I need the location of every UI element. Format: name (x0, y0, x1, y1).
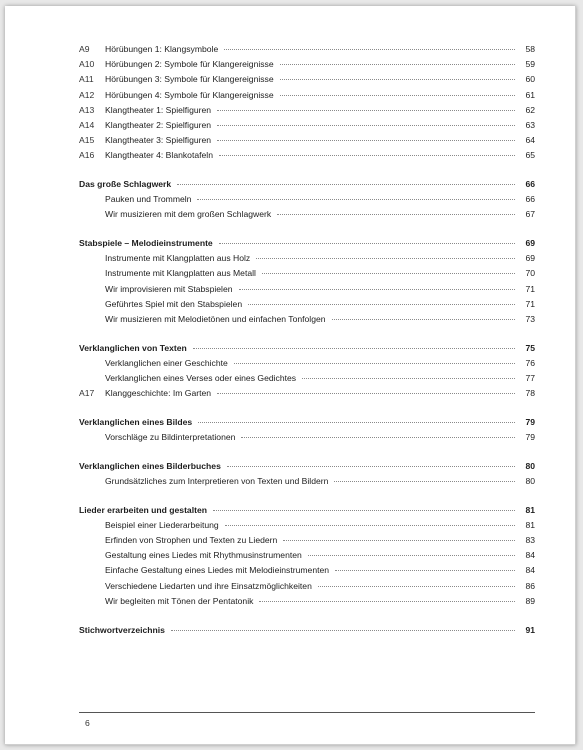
toc-entry[interactable] (79, 518, 535, 533)
toc-chapter-bild[interactable] (79, 415, 535, 430)
toc-entry[interactable] (79, 563, 535, 578)
toc-entry[interactable] (79, 266, 535, 281)
dot-leader (241, 437, 515, 438)
chapter-page: 80 (525, 460, 535, 471)
dot-leader (171, 630, 515, 631)
entry-title: Beispiel einer Liederarbeitung (105, 519, 219, 530)
entry-page: 63 (525, 119, 535, 130)
entry-title: Hörübungen 2: Symbole für Klangereignisse (105, 59, 274, 70)
chapter-title: Verklanglichen von Texten (79, 342, 187, 353)
entry-title: Verschiedene Liedarten und ihre Einsatzmöglichkeiten (105, 580, 312, 591)
entry-code: A13 (79, 104, 95, 115)
entry-page: 89 (525, 595, 535, 606)
dot-leader (280, 79, 515, 80)
dot-leader (332, 319, 515, 320)
dot-leader (219, 155, 515, 156)
dot-leader (280, 95, 515, 96)
toc-chapter-stichwort[interactable] (79, 623, 535, 638)
toc-entry[interactable] (79, 282, 535, 297)
footer-rule (79, 712, 535, 713)
dot-leader (256, 258, 515, 259)
dot-leader (262, 273, 515, 274)
entry-title: Vorschläge zu Bildinterpretationen (105, 432, 236, 443)
entry-page: 80 (525, 476, 535, 486)
chapter-title: Verklanglichen eines Bildes (79, 416, 193, 427)
entry-title: Klangtheater 1: Spielfiguren (105, 104, 212, 115)
entry-code: A14 (79, 119, 95, 130)
entry-page: 58 (525, 44, 535, 54)
chapter-page: 91 (525, 624, 535, 635)
entry-title: Klanggeschichte: Im Garten (105, 388, 212, 399)
entry-title: Wir improvisieren mit Stabspielen (105, 283, 233, 294)
dot-leader (302, 378, 515, 379)
entry-title: Hörübungen 4: Symbole für Klangereignisse (105, 89, 274, 100)
entry-code: A10 (79, 59, 95, 70)
section-spacer (79, 489, 535, 503)
entry-title: Geführtes Spiel mit den Stabspielen (105, 298, 243, 309)
entry-title: Klangtheater 3: Spielfiguren (105, 135, 212, 146)
toc-entry-a14[interactable] (79, 118, 535, 133)
entry-title: Instrumente mit Klangplatten aus Holz (105, 253, 251, 264)
dot-leader (193, 348, 515, 349)
toc-entry-a10[interactable] (79, 57, 535, 72)
dot-leader (335, 570, 515, 571)
toc-entry[interactable] (79, 594, 535, 609)
entry-page: 79 (525, 432, 535, 443)
entry-title: Erfinden von Strophen und Texten zu Liedern (105, 535, 278, 546)
dot-leader (217, 110, 515, 111)
toc-entry-a17[interactable] (79, 386, 535, 401)
dot-leader (283, 540, 515, 541)
dot-leader (224, 49, 515, 50)
toc-chapter-stabspiele[interactable] (79, 236, 535, 251)
entry-page: 59 (525, 59, 535, 70)
page-number: 6 (85, 718, 90, 728)
toc-entry-a9[interactable] (79, 42, 535, 57)
chapter-page: 75 (525, 342, 535, 353)
entry-page: 60 (525, 74, 535, 85)
entry-title: Verklanglichen eines Verses oder eines Gedichtes (105, 373, 297, 384)
section-spacer (79, 327, 535, 341)
entry-page: 64 (525, 135, 535, 146)
toc-entry[interactable] (79, 474, 535, 489)
chapter-page: 66 (525, 179, 535, 189)
toc-chapter-lieder[interactable] (79, 503, 535, 518)
dot-leader (318, 586, 515, 587)
entry-title: Klangtheater 2: Spielfiguren (105, 119, 212, 130)
entry-page: 70 (525, 268, 535, 279)
entry-page: 69 (525, 253, 535, 264)
entry-title: Wir musizieren mit Melodietönen und einfachen Tonfolgen (105, 314, 326, 324)
section-spacer (79, 445, 535, 459)
dot-leader (197, 199, 515, 200)
dot-leader (334, 481, 515, 482)
entry-title: Grundsätzliches zum Interpretieren von Texten und Bildern (105, 476, 329, 486)
entry-code: A12 (79, 89, 95, 100)
entry-page: 78 (525, 388, 535, 399)
toc-entry[interactable] (79, 251, 535, 266)
toc-entry-a16[interactable] (79, 148, 535, 163)
entry-code: A17 (79, 388, 95, 399)
toc-chapter-bilderbuch[interactable] (79, 459, 535, 474)
table-of-contents (79, 42, 535, 638)
dot-leader (227, 466, 515, 467)
toc-entry[interactable] (79, 297, 535, 312)
dot-leader (277, 214, 515, 215)
toc-entry[interactable] (79, 430, 535, 445)
dot-leader (239, 289, 515, 290)
entry-title: Verklanglichen einer Geschichte (105, 357, 228, 368)
entry-page: 76 (525, 357, 535, 368)
dot-leader (217, 140, 515, 141)
entry-code: A11 (79, 74, 94, 85)
entry-title: Hörübungen 3: Symbole für Klangereignisse (105, 74, 274, 85)
entry-page: 86 (525, 580, 535, 591)
chapter-title: Stichwortverzeichnis (79, 624, 165, 635)
toc-entry-a13[interactable] (79, 103, 535, 118)
chapter-title: Das große Schlagwerk (79, 179, 172, 189)
entry-page: 81 (525, 519, 535, 530)
dot-leader (177, 184, 515, 185)
entry-page: 83 (525, 535, 535, 546)
section-spacer (79, 223, 535, 237)
toc-entry-a12[interactable] (79, 88, 535, 103)
book-page (5, 6, 576, 745)
entry-page: 71 (525, 298, 535, 309)
dot-leader (217, 125, 515, 126)
entry-code: A16 (79, 150, 95, 161)
dot-leader (259, 601, 515, 602)
toc-entry[interactable] (79, 207, 535, 222)
toc-entry[interactable] (79, 312, 535, 327)
chapter-page: 81 (525, 504, 535, 515)
chapter-page: 79 (525, 416, 535, 427)
entry-code: A9 (79, 44, 90, 54)
dot-leader (225, 525, 515, 526)
dot-leader (219, 243, 515, 244)
toc-entry-a15[interactable] (79, 133, 535, 148)
entry-page: 71 (525, 283, 535, 294)
entry-page: 65 (525, 150, 535, 161)
dot-leader (280, 64, 515, 65)
entry-page: 73 (525, 314, 535, 324)
entry-title: Wir begleiten mit Tönen der Pentatonik (105, 595, 254, 606)
dot-leader (248, 304, 515, 305)
entry-page: 66 (525, 194, 535, 205)
dot-leader (217, 393, 515, 394)
toc-chapter-schlagwerk[interactable] (79, 177, 535, 192)
dot-leader (308, 555, 515, 556)
entry-page: 67 (525, 209, 535, 220)
toc-entry[interactable] (79, 192, 535, 207)
toc-entry[interactable] (79, 533, 535, 548)
section-spacer (79, 164, 535, 178)
toc-entry[interactable] (79, 371, 535, 386)
dot-leader (198, 422, 515, 423)
chapter-title: Lieder erarbeiten und gestalten (79, 504, 207, 515)
toc-entry[interactable] (79, 579, 535, 594)
chapter-title: Stabspiele – Melodieinstrumente (79, 238, 213, 249)
section-spacer (79, 609, 535, 623)
entry-title: Hörübungen 1: Klangsymbole (105, 44, 219, 54)
chapter-page: 69 (525, 238, 535, 249)
entry-code: A15 (79, 135, 95, 146)
dot-leader (234, 363, 515, 364)
entry-title: Pauken und Trommeln (105, 194, 192, 205)
entry-page: 61 (525, 89, 535, 100)
entry-title: Wir musizieren mit dem großen Schlagwerk (105, 209, 272, 220)
entry-page: 84 (525, 550, 535, 561)
entry-page: 62 (525, 104, 535, 115)
toc-entry[interactable] (79, 356, 535, 371)
entry-title: Einfache Gestaltung eines Liedes mit Melodieinstrumenten (105, 565, 330, 576)
entry-title: Gestaltung eines Liedes mit Rhythmusinstrumenten (105, 550, 302, 561)
section-spacer (79, 401, 535, 415)
dot-leader (213, 510, 515, 511)
chapter-title: Verklanglichen eines Bilderbuches (79, 460, 221, 471)
toc-entry[interactable] (79, 548, 535, 563)
entry-page: 77 (525, 373, 535, 384)
entry-title: Instrumente mit Klangplatten aus Metall (105, 268, 256, 279)
entry-page: 84 (525, 565, 535, 576)
toc-chapter-texte[interactable] (79, 341, 535, 356)
toc-entry-a11[interactable] (79, 72, 535, 87)
entry-title: Klangtheater 4: Blankotafeln (105, 150, 213, 161)
